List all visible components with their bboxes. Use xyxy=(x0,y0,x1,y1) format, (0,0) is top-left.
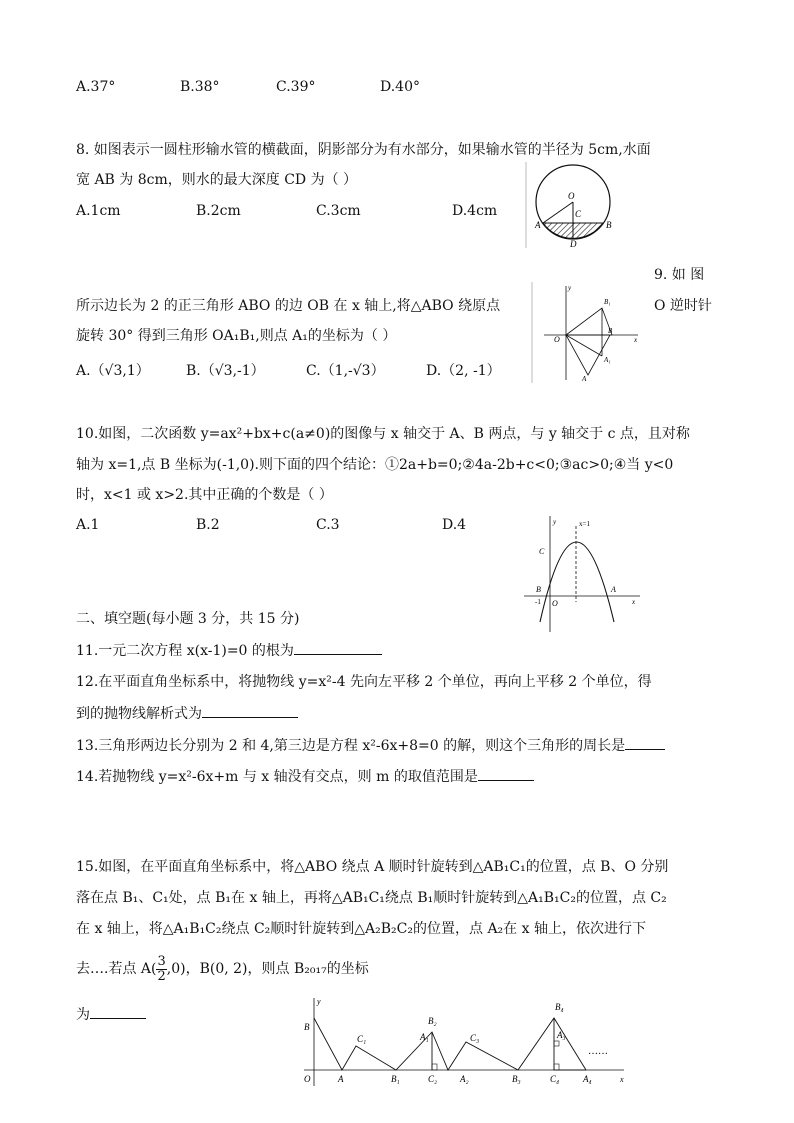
svg-text:B: B xyxy=(536,585,541,594)
svg-text:-1: -1 xyxy=(535,598,541,606)
q10-option-b: B.2 xyxy=(196,517,220,533)
svg-text:……: …… xyxy=(588,1046,608,1057)
svg-text:A: A xyxy=(582,375,587,383)
q9-text-line1-end: O 逆时针 xyxy=(654,298,712,314)
q10-parabola-figure xyxy=(518,512,643,636)
q9-option-b: B.（√3,-1） xyxy=(186,363,265,379)
triangle-aob xyxy=(566,335,610,375)
label-o: O xyxy=(568,191,575,201)
svg-text:C₂: C₂ xyxy=(428,1074,438,1084)
q11-text: 11.一元二次方程 x(x-1)=0 的根为 xyxy=(76,640,382,661)
svg-text:C₄: C₄ xyxy=(550,1074,560,1084)
q9-text-line2: 旋转 30° 得到三角形 OA₁B₁,则点 A₁的坐标为（ ） xyxy=(76,328,397,344)
q15-text-line1: 15.如图，在平面直角坐标系中，将△ABO 绕点 A 顺时针旋转到△AB₁C₁的位置，点 B、O 分别 xyxy=(76,859,669,875)
q7-option-d: D.40° xyxy=(380,79,420,95)
svg-text:x: x xyxy=(620,1075,624,1084)
svg-text:O: O xyxy=(552,599,558,608)
q10-option-a: A.1 xyxy=(76,517,100,533)
q15-rotation-figure xyxy=(298,994,634,1090)
section2-title: 二、填空题(每小题 3 分，共 15 分) xyxy=(76,611,300,627)
q8-text-line1: 8. 如图表示一圆柱形输水管的横截面，阴影部分为有水部分，如果输水管的半径为 5cm,水面 xyxy=(76,142,651,158)
svg-text:A₁: A₁ xyxy=(604,356,611,364)
svg-text:B₂: B₂ xyxy=(428,1016,437,1026)
svg-text:y: y xyxy=(317,997,321,1006)
svg-text:C₃: C₃ xyxy=(470,1033,480,1043)
label-d: D xyxy=(570,239,577,249)
svg-text:x=1: x=1 xyxy=(579,520,590,528)
q13-answer-blank xyxy=(625,735,665,750)
svg-text:B₃: B₃ xyxy=(512,1074,521,1084)
q15-text-line4: 去….若点 A( $\frac{3}{2}$ ,0)，B(0, 2)，则点 B₂₀₁₇的坐标 xyxy=(76,953,369,984)
svg-text:A₂: A₂ xyxy=(460,1074,469,1084)
q10-option-d: D.4 xyxy=(442,517,467,533)
q10-text-line2: 轴为 x=1,点 B 坐标为(-1,0).则下面的四个结论：①2a+b=0;②4a-2b+c<0;③ac>0;④当 y<0 xyxy=(76,457,674,473)
label-b: B xyxy=(606,220,612,230)
q9-triangle-figure xyxy=(530,280,648,385)
svg-text:A₃: A₃ xyxy=(557,1030,566,1040)
q8-option-a: A.1cm xyxy=(76,203,121,219)
svg-text:A₄: A₄ xyxy=(583,1074,592,1084)
q14-text: 14.若抛物线 y=x²-6x+m 与 x 轴没有交点，则 m 的取值范围是 xyxy=(76,766,534,787)
q9-text-line1: 所示边长为 2 的正三角形 ABO 的边 OB 在 x 轴上,将△ABO 绕原点 xyxy=(76,298,501,314)
fraction-3-2: $\frac{3}{2}$ xyxy=(157,953,166,984)
q11-answer-blank xyxy=(294,640,382,655)
q15-text-line3: 在 x 轴上，将△A₁B₁C₂绕点 C₂顺时针旋转到△A₂B₂C₂的位置，点 A₂在 x 轴上，依次进行下 xyxy=(76,921,646,937)
svg-text:C₁: C₁ xyxy=(357,1034,367,1044)
q12-answer-blank xyxy=(202,703,298,718)
q15-text-line5: 为 xyxy=(76,1004,146,1025)
svg-text:y: y xyxy=(568,284,572,292)
q7-option-b: B.38° xyxy=(180,79,220,95)
rotation-path xyxy=(314,1018,586,1070)
q10-text-line3: 时，x<1 或 x>2.其中正确的个数是（ ） xyxy=(76,487,333,503)
svg-text:A: A xyxy=(611,585,616,594)
svg-text:C: C xyxy=(539,547,545,556)
q14-answer-blank xyxy=(478,766,534,781)
q10-text-line1: 10.如图，二次函数 y=ax²+bx+c(a≠0)的图像与 x 轴交于 A、B 两点，与 y 轴交于 c 点，且对称 xyxy=(76,426,690,442)
svg-text:B₁: B₁ xyxy=(391,1074,400,1084)
q7-option-a: A.37° xyxy=(76,79,116,95)
parabola xyxy=(540,542,614,622)
q9-prefix: 9. 如 图 xyxy=(654,267,705,283)
svg-text:B₄: B₄ xyxy=(555,1002,564,1012)
q13-text: 13.三角形两边长分别为 2 和 4,第三边是方程 x²-6x+8=0 的解，则这个三角形的周长是 xyxy=(76,735,665,756)
svg-text:O: O xyxy=(304,1074,311,1084)
svg-text:B: B xyxy=(304,1022,310,1032)
q15-answer-blank xyxy=(90,1004,146,1019)
q8-pipe-figure xyxy=(524,160,624,250)
q10-option-c: C.3 xyxy=(316,517,340,533)
svg-text:A: A xyxy=(338,1074,344,1084)
svg-text:x: x xyxy=(632,598,636,606)
q9-option-d: D.（2, -1） xyxy=(426,363,501,379)
q12-text-line2: 到的抛物线解析式为 xyxy=(76,703,298,724)
svg-text:O: O xyxy=(554,335,560,344)
q8-option-b: B.2cm xyxy=(196,203,241,219)
q8-option-c: C.3cm xyxy=(316,203,361,219)
svg-text:x: x xyxy=(634,336,638,344)
q15-text-line2: 落在点 B₁、C₁处，点 B₁在 x 轴上，再将△AB₁C₁绕点 B₁顺时针旋转到△A₁B₁C₂的位置，点 C₂ xyxy=(76,890,667,906)
q8-option-d: D.4cm xyxy=(452,203,498,219)
q9-option-a: A.（√3,1） xyxy=(76,363,150,379)
label-a: A xyxy=(535,220,541,230)
q8-text-line2: 宽 AB 为 8cm，则水的最大深度 CD 为（ ） xyxy=(76,172,358,188)
svg-text:A₁: A₁ xyxy=(420,1032,429,1042)
q9-option-c: C.（1,-√3） xyxy=(306,363,385,379)
svg-text:B₁: B₁ xyxy=(604,298,611,306)
q7-option-c: C.39° xyxy=(276,79,316,95)
triangle-oa1b1 xyxy=(566,308,612,335)
svg-text:y: y xyxy=(553,518,557,526)
label-c: C xyxy=(575,209,582,219)
svg-text:B: B xyxy=(608,327,613,335)
q12-text-line1: 12.在平面直角坐标系中，将抛物线 y=x²-4 先向左平移 2 个单位，再向上平移 2 个单位，得 xyxy=(76,674,652,690)
